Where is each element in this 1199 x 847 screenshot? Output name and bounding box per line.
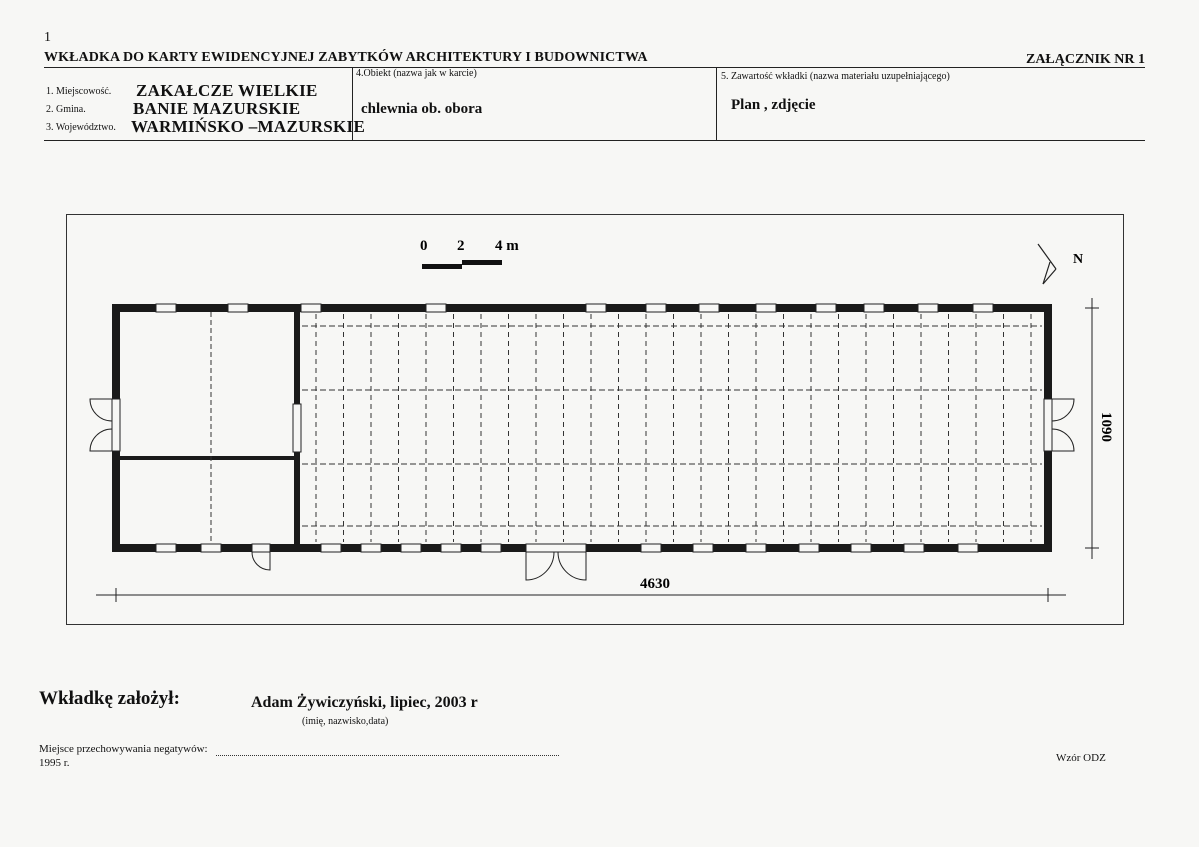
scale-label-2: 2: [457, 238, 465, 254]
scale-label-0: 0: [420, 238, 428, 254]
depth-dimension-label: 1090: [1098, 412, 1114, 442]
scale-label-4m: 4 m: [495, 238, 519, 254]
stall-grid: [302, 314, 1042, 542]
place-label: 1. Miejscowość.: [46, 86, 112, 97]
north-arrow-icon: [1038, 244, 1083, 284]
creator-value: Adam Żywiczyński, lipiec, 2003 r: [251, 694, 478, 711]
voivodeship-value: WARMIŃSKO –MAZURSKIE: [131, 117, 366, 136]
width-dimension-label: 4630: [640, 576, 670, 592]
creator-hint: (imię, nazwisko,data): [302, 716, 389, 727]
header-divider-2: [716, 67, 717, 140]
negatives-dotted-line: [216, 755, 559, 756]
commune-value: BANIE MAZURSKIE: [133, 99, 301, 118]
creator-label: Wkładkę założył:: [39, 688, 180, 709]
content-value: Plan , zdjęcie: [731, 97, 816, 113]
header-top-rule: [44, 67, 1145, 68]
voivodeship-label: 3. Województwo.: [46, 122, 116, 133]
page-number: 1: [44, 30, 51, 45]
annex-number: ZAŁĄCZNIK NR 1: [1025, 52, 1145, 67]
header-bottom-rule: [44, 140, 1145, 141]
floor-plan-drawing: [66, 214, 1124, 625]
doors: [90, 399, 1074, 580]
negatives-year: 1995 r.: [39, 757, 70, 769]
content-label: 5. Zawartość wkładki (nazwa materiału uzupełniającego): [721, 71, 950, 82]
building-walls: [116, 308, 1048, 548]
place-value: ZAKAŁCZE WIELKIE: [136, 81, 318, 100]
object-value: chlewnia ob. obora: [361, 101, 483, 117]
document-title: WKŁADKA DO KARTY EWIDENCYJNEJ ZABYTKÓW ARCHITEKTURY I BUDOWNICTWA: [44, 50, 648, 65]
dimension-depth: [1085, 298, 1114, 559]
object-label: 4.Obiekt (nazwa jak w karcie): [356, 68, 477, 79]
scale-bar: [420, 238, 519, 269]
template-mark: Wzór ODZ: [1056, 752, 1106, 764]
commune-label: 2. Gmina.: [46, 104, 86, 115]
north-label: N: [1073, 252, 1084, 267]
negatives-label: Miejsce przechowywania negatywów:: [39, 743, 208, 755]
